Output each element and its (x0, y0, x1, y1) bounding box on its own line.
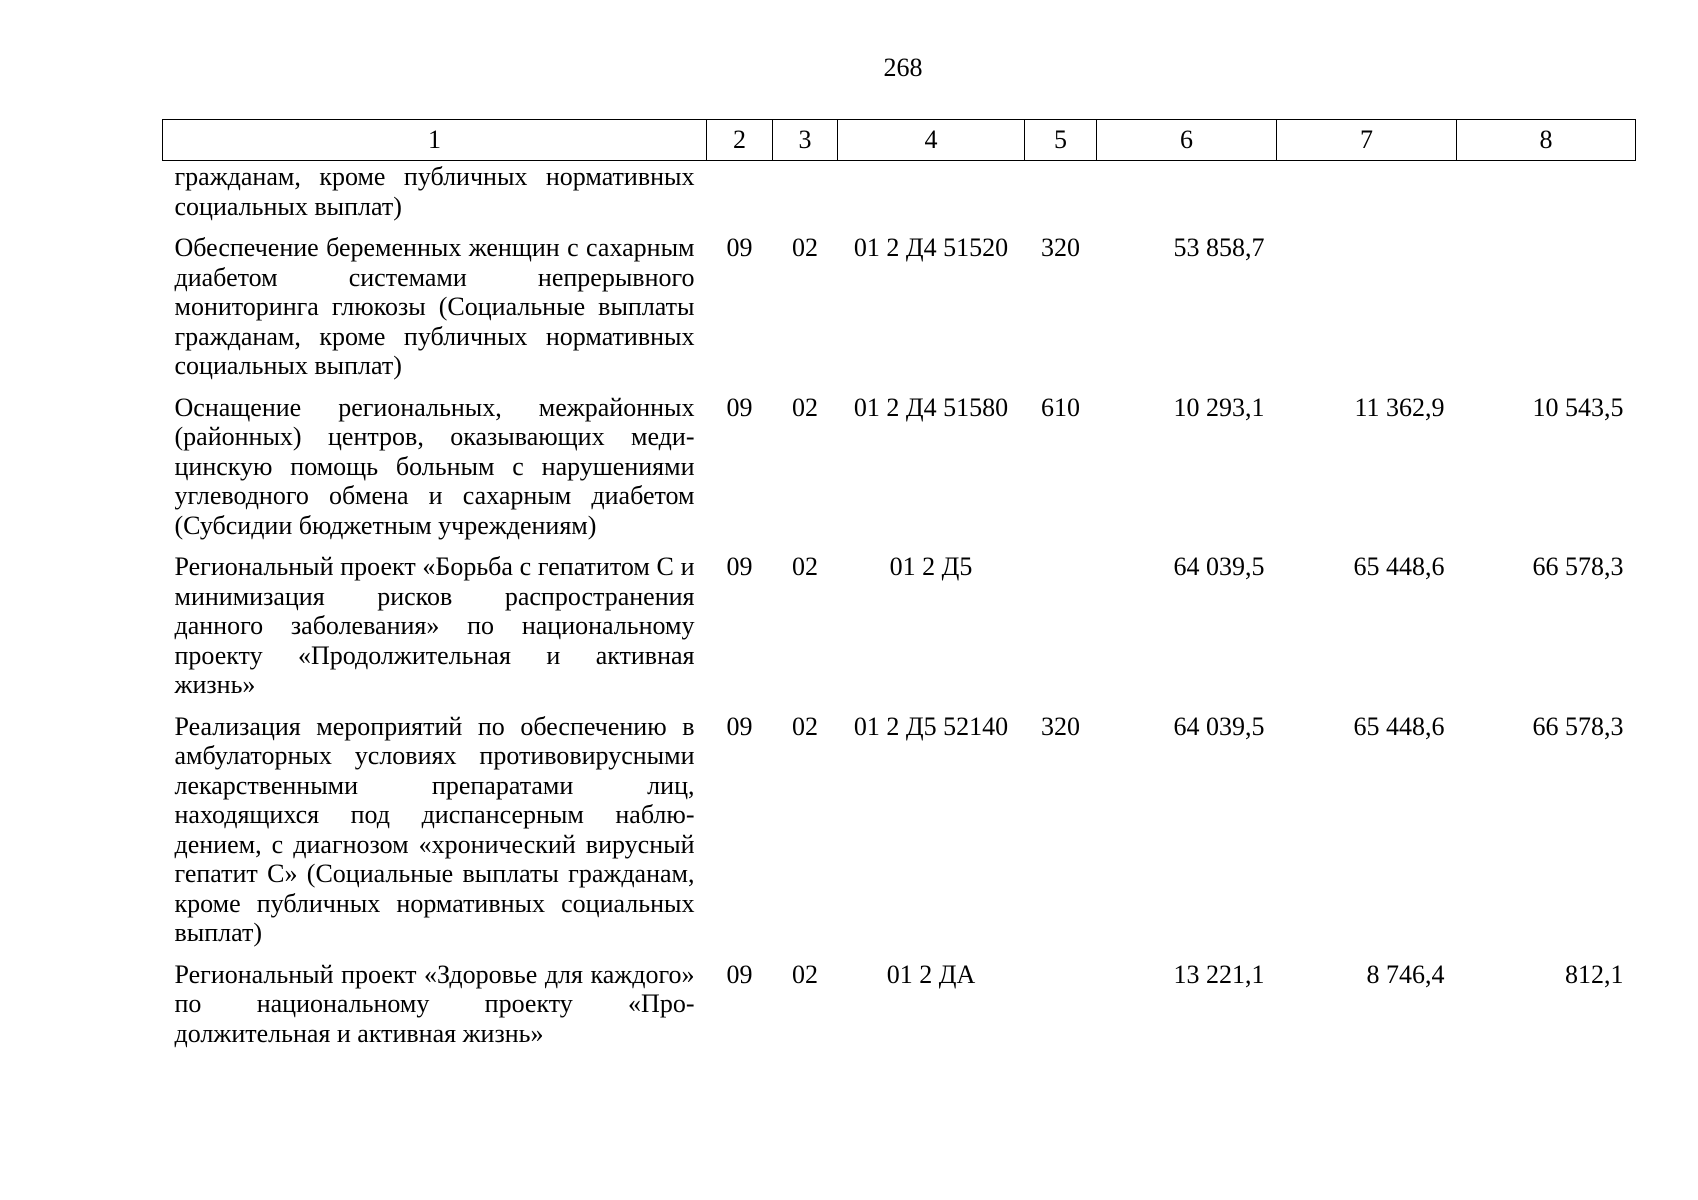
row-amount-year3 (1457, 233, 1636, 393)
row-section: 09 (726, 552, 753, 581)
row-target-code: 01 2 Д5 52140 (853, 711, 1009, 741)
row-description: Региональный проект «Борьба с гепатитом С и минимизация рисков распространения данного заболевания» по национальному проекту «Продолжительная и активная жизнь» (174, 552, 695, 699)
row-amount-year1: 53 858,7 (1173, 233, 1265, 262)
column-header-3: 3 (773, 120, 838, 161)
table-row (163, 233, 1636, 393)
row-amount-year1 (1097, 161, 1277, 234)
row-subsection: 02 (792, 552, 818, 581)
row-section: 09 (726, 959, 753, 989)
table-row (163, 960, 1636, 1061)
row-subsection: 02 (792, 711, 818, 741)
row-expense-type: 320 (1041, 711, 1080, 741)
row-expense-type (1025, 161, 1097, 234)
column-header-7: 7 (1277, 120, 1457, 161)
table-row (163, 712, 1636, 960)
row-subsection: 02 (792, 233, 818, 262)
row-target-code: 01 2 Д4 51520 (853, 233, 1009, 262)
table-row (163, 161, 1636, 234)
row-amount-year1: 64 039,5 (1173, 711, 1265, 741)
row-subsection: 02 (792, 392, 818, 422)
row-section: 09 (726, 392, 753, 422)
row-amount-year3: 812,1 (1565, 959, 1624, 989)
row-amount-year1: 13 221,1 (1173, 959, 1265, 989)
table-row (163, 552, 1636, 712)
row-amount-year2 (1277, 161, 1457, 234)
table-header-row (163, 120, 1636, 161)
column-header-4: 4 (838, 120, 1025, 161)
column-header-1: 1 (163, 120, 707, 161)
row-amount-year2: 65 448,6 (1353, 552, 1445, 581)
row-section: 09 (726, 233, 753, 262)
row-amount-year1: 64 039,5 (1173, 552, 1265, 581)
row-expense-type (1025, 960, 1097, 1061)
row-description: Реализация мероприятий по обеспечению в амбулаторных условиях противовирусными лекарственными препаратами лиц, находящихся под диспансерным наблюдением, с диагнозом «хронический вирусный гепатит С» (Социальные выплаты гражданам, кроме публичных нормативных социальных выплат) (174, 711, 695, 947)
row-amount-year1: 10 293,1 (1173, 392, 1265, 422)
row-expense-type: 610 (1041, 392, 1080, 422)
column-header-6: 6 (1097, 120, 1277, 161)
row-subsection (773, 161, 838, 234)
row-description: Оснащение региональных, межрайонных (районных) центров, оказывающих медицинскую помощь больным с нарушениями углеводного обмена и сахарным диабетом (Субсидии бюджетным учреждениям) (174, 392, 695, 540)
column-header-2: 2 (707, 120, 773, 161)
row-amount-year2: 11 362,9 (1354, 392, 1445, 422)
row-description: гражданам, кроме публичных нормативных социальных выплат) (174, 162, 695, 221)
page-number: 268 (883, 53, 923, 82)
row-description: Обеспечение беременных женщин с сахарным диабетом системами непрерывного мониторинга глюкозы (Социальные выплаты гражданам, кроме публичных нормативных социальных выплат) (174, 233, 695, 380)
row-target-code: 01 2 ДА (886, 959, 976, 989)
row-amount-year3: 10 543,5 (1532, 392, 1624, 422)
column-header-5: 5 (1025, 120, 1097, 161)
row-subsection: 02 (792, 959, 818, 989)
row-target-code: 01 2 Д4 51580 (853, 392, 1009, 422)
row-section: 09 (726, 711, 753, 741)
row-amount-year3: 66 578,3 (1532, 552, 1624, 581)
row-amount-year2 (1277, 233, 1457, 393)
row-amount-year2: 8 746,4 (1366, 959, 1445, 989)
column-header-8: 8 (1457, 120, 1636, 161)
row-amount-year3: 66 578,3 (1532, 711, 1624, 741)
row-expense-type: 320 (1041, 233, 1080, 262)
row-expense-type (1025, 552, 1097, 712)
table-row (163, 393, 1636, 553)
row-amount-year3 (1457, 161, 1636, 234)
row-target-code (838, 161, 1025, 234)
row-section (707, 161, 773, 234)
row-description: Региональный проект «Здоровье для каждого» по национальному проекту «Продолжительная и активная жизнь» (174, 959, 695, 1048)
budget-table (162, 119, 1636, 1060)
row-amount-year2: 65 448,6 (1353, 711, 1445, 741)
row-target-code: 01 2 Д5 (889, 552, 973, 581)
